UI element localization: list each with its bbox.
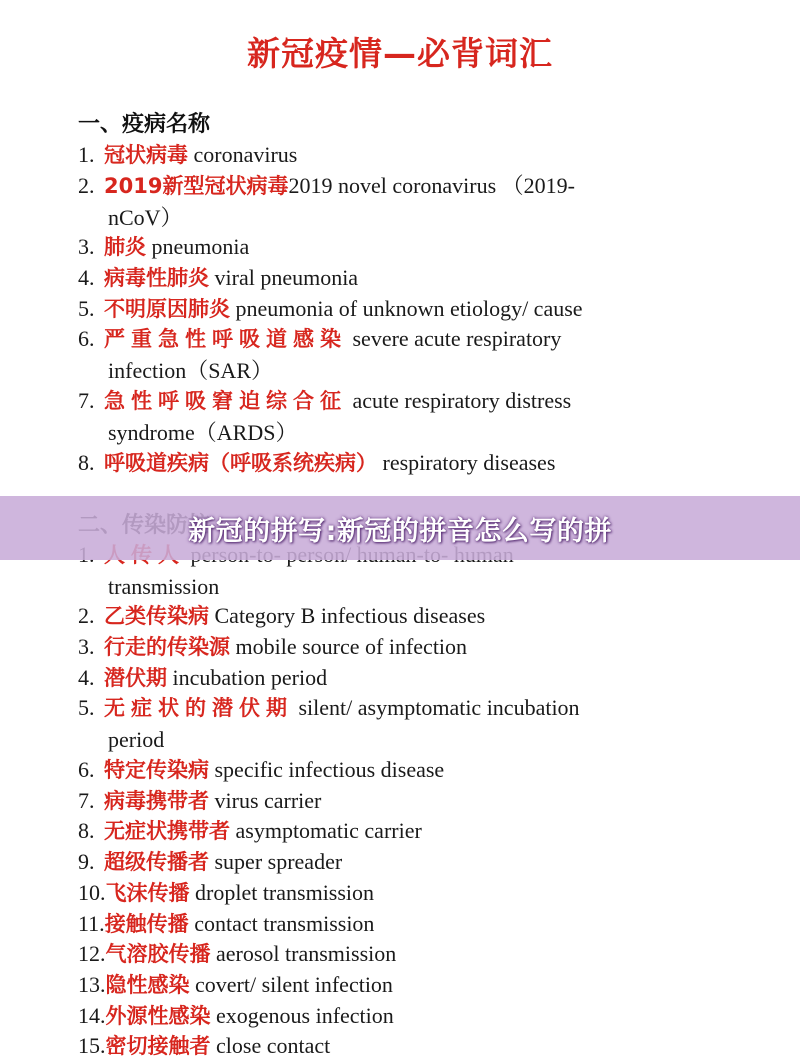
item-chinese-term: 无症状携带者	[104, 819, 230, 843]
item-chinese-term: 接触传播	[104, 912, 189, 936]
list-item	[78, 1000, 690, 1032]
item-english-term: super spreader	[209, 849, 343, 874]
item-number: 8.	[78, 450, 95, 475]
item-chinese-term: 不明原因肺炎	[104, 297, 230, 321]
item-number: 9.	[78, 849, 95, 874]
item-english-term: exogenous infection	[210, 1003, 394, 1028]
item-chinese-term: 2019新型冠状病毒	[104, 174, 289, 198]
item-chinese-term: 冠状病毒	[104, 143, 188, 167]
item-number: 1.	[78, 142, 95, 167]
list-item	[78, 692, 690, 755]
list-item	[78, 1030, 690, 1062]
item-english-term: contact transmission	[188, 911, 375, 936]
item-number: 6.	[78, 757, 95, 782]
item-number: 3.	[78, 234, 95, 259]
item-chinese-term: 特定传染病	[104, 758, 209, 782]
list-item	[78, 262, 690, 294]
item-number: 11.	[78, 911, 105, 936]
list-item	[78, 815, 690, 847]
list-item	[78, 170, 690, 233]
item-chinese-term: 肺炎	[104, 235, 146, 259]
item-english-term: pneumonia	[146, 234, 250, 259]
item-number: 4.	[78, 665, 95, 690]
item-english-term: close contact	[210, 1033, 331, 1058]
item-number: 14.	[78, 1003, 106, 1028]
list-item	[78, 969, 690, 1001]
item-english-term: mobile source of infection	[230, 634, 468, 659]
list-item	[78, 938, 690, 970]
item-number: 7.	[78, 388, 95, 413]
list-item	[78, 447, 690, 479]
title-overlay-banner	[0, 496, 800, 560]
item-english-term: virus carrier	[209, 788, 322, 813]
item-english-term: asymptomatic carrier	[230, 818, 422, 843]
item-number: 12.	[78, 941, 106, 966]
item-number: 4.	[78, 265, 95, 290]
item-english-term: viral pneumonia	[209, 265, 359, 290]
item-chinese-term: 病毒携带者	[104, 789, 209, 813]
item-english-term: Category B infectious diseases	[209, 603, 486, 628]
list-item	[78, 877, 690, 909]
item-number: 8.	[78, 818, 95, 843]
list-item	[78, 908, 690, 940]
list-item	[78, 231, 690, 263]
banner-title: 新冠的拼写:新冠的拼音怎么写的拼	[188, 515, 612, 547]
item-english-term: respiratory diseases	[377, 450, 556, 475]
item-number: 5.	[78, 296, 95, 321]
item-english-term: aerosol transmission	[210, 941, 397, 966]
item-number: 7.	[78, 788, 95, 813]
list-item	[78, 631, 690, 663]
item-chinese-term: 潜伏期	[104, 666, 167, 690]
item-english-term: acute respiratory distress	[347, 388, 572, 413]
section-heading-disease-names: 一、疫病名称	[78, 112, 211, 137]
list-item	[78, 323, 690, 386]
list-item	[78, 662, 690, 694]
item-chinese-term: 严重急性呼吸道感染	[104, 327, 347, 351]
item-number: 15.	[78, 1033, 106, 1058]
item-number: 2.	[78, 173, 95, 198]
list-item	[78, 785, 690, 817]
item-chinese-term: 呼吸道疾病（呼吸系统疾病）	[104, 451, 377, 475]
item-chinese-term: 飞沫传播	[105, 881, 190, 905]
list-item	[78, 600, 690, 632]
item-english-term: silent/ asymptomatic incubation	[293, 695, 580, 720]
item-english-term: pneumonia of unknown etiology/ cause	[230, 296, 583, 321]
item-english-term: droplet transmission	[189, 880, 375, 905]
item-english-continuation: nCoV）	[108, 205, 183, 230]
item-english-term: specific infectious disease	[209, 757, 445, 782]
item-english-term: 2019 novel coronavirus （2019-	[288, 173, 576, 198]
item-chinese-term: 急性呼吸窘迫综合征	[104, 389, 347, 413]
list-item	[78, 385, 690, 448]
item-chinese-term: 隐性感染	[105, 973, 190, 997]
item-number: 2.	[78, 603, 95, 628]
item-english-continuation: transmission	[108, 574, 220, 599]
item-english-continuation: syndrome（ARDS）	[108, 420, 298, 445]
item-english-term: severe acute respiratory	[347, 326, 562, 351]
item-chinese-term: 超级传播者	[104, 850, 209, 874]
item-english-continuation: period	[108, 727, 165, 752]
item-number: 5.	[78, 695, 95, 720]
item-chinese-term: 气溶胶传播	[105, 942, 211, 966]
item-number: 10.	[78, 880, 106, 905]
item-chinese-term: 行走的传染源	[104, 635, 230, 659]
item-chinese-term: 乙类传染病	[104, 604, 209, 628]
item-chinese-term: 密切接触者	[105, 1034, 211, 1058]
item-english-continuation: infection（SAR）	[108, 358, 273, 383]
list-item	[78, 139, 690, 171]
list-item	[78, 846, 690, 878]
item-number: 6.	[78, 326, 95, 351]
item-number: 13.	[78, 972, 106, 997]
item-number: 3.	[78, 634, 95, 659]
item-chinese-term: 无症状的潜伏期	[104, 696, 293, 720]
list-item	[78, 293, 690, 325]
list-item	[78, 754, 690, 786]
item-english-term: covert/ silent infection	[189, 972, 393, 997]
item-chinese-term: 病毒性肺炎	[104, 266, 209, 290]
item-chinese-term: 外源性感染	[105, 1004, 211, 1028]
item-english-term: coronavirus	[188, 142, 298, 167]
page-title: 新冠疫情—必背词汇	[247, 34, 553, 73]
item-english-term: incubation period	[167, 665, 328, 690]
